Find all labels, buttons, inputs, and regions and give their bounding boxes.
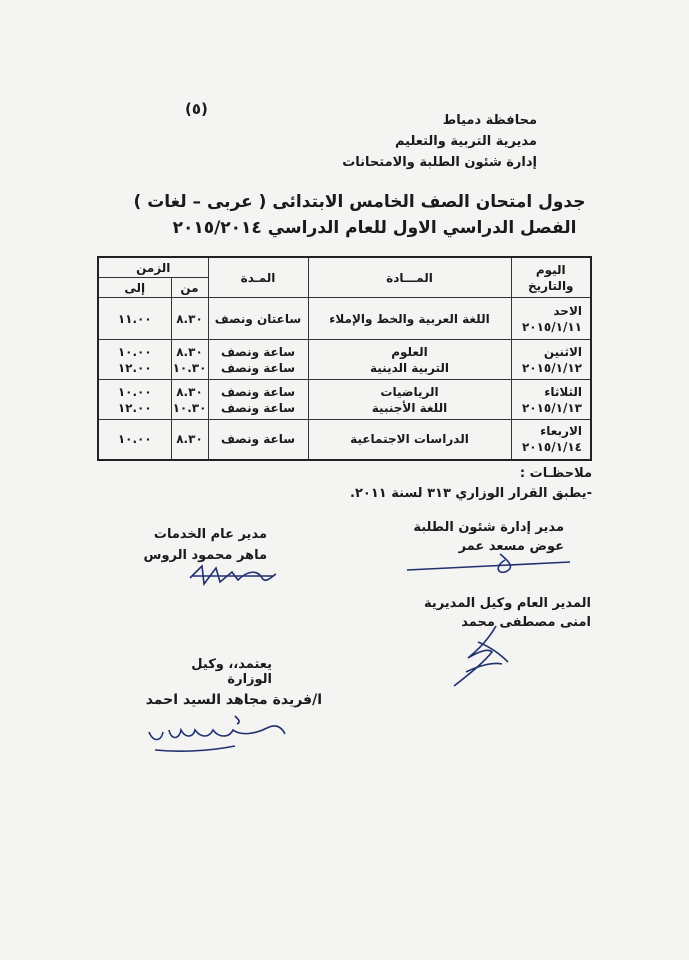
department-line: إدارة شئون الطلبة والامتحانات [342, 155, 537, 170]
from-cell [171, 298, 208, 340]
duration-cell [208, 340, 308, 380]
signatory-name: ا/فريدة مجاهد السيد احمد [145, 692, 322, 708]
to-cell [98, 340, 171, 380]
subject-name: التربية الدينية [370, 360, 449, 375]
day-cell [511, 420, 591, 460]
to-time: ١٢.٠٠ [117, 360, 152, 375]
governorate-line: محافظة دمياط [442, 113, 537, 128]
subject-name: الدراسات الاجتماعية [350, 432, 469, 447]
exam-date: ٢٠١٥/١/١٤ [521, 440, 582, 455]
exam-date: ٢٠١٥/١/١٢ [521, 360, 582, 375]
to-time: ١٢.٠٠ [117, 400, 152, 415]
signatory-title: مدير عام الخدمات [153, 527, 267, 542]
duration-cell [208, 420, 308, 460]
to-time: ١٠.٠٠ [117, 384, 152, 399]
exam-schedule-table [97, 256, 592, 461]
signatory-title: مدير إدارة شئون الطلبة [413, 520, 564, 535]
to-cell [98, 420, 171, 460]
from-time: ٨.٣٠ [176, 311, 203, 326]
duration-cell [208, 298, 308, 340]
exam-date: ٢٠١٥/١/١١ [521, 319, 582, 334]
to-cell [98, 380, 171, 420]
from-time: ١٠.٣٠ [172, 360, 207, 375]
subject-name: العلوم [391, 344, 428, 359]
day-name: الاربعاء [540, 424, 582, 439]
day-cell [511, 380, 591, 420]
header-to: إلى [98, 278, 171, 298]
to-time: ١١.٠٠ [117, 311, 152, 326]
subject-name: اللغة الأجنبية [371, 400, 448, 415]
from-cell [171, 420, 208, 460]
duration-cell [208, 380, 308, 420]
signature-scribble-ministry [145, 712, 295, 758]
signature-scribble-students-affairs [405, 548, 575, 578]
header-duration: المـدة [208, 257, 308, 298]
notes-label: ملاحظـات : [519, 466, 592, 481]
signatory-name: امنى مصطفى محمد [461, 615, 591, 630]
duration-value: ساعة ونصف [220, 400, 296, 415]
signature-block-ministry-name [122, 692, 322, 708]
from-time: ٨.٣٠ [176, 344, 203, 359]
subject-cell [308, 380, 511, 420]
from-time: ٨.٣٠ [176, 384, 203, 399]
day-cell [511, 298, 591, 340]
document-subtitle: الفصل الدراسي الاول للعام الدراسي ٢٠١٥/٢٠١٤ [172, 218, 577, 238]
table-row [98, 298, 591, 340]
to-time: ١٠.٠٠ [117, 432, 152, 447]
signatory-title: يعتمد،، وكيل الوزارة [191, 657, 272, 687]
document-title: جدول امتحان الصف الخامس الابتدائى ( عربى – لغات ) [133, 192, 586, 212]
subject-cell [308, 420, 511, 460]
exam-date: ٢٠١٥/١/١٣ [521, 400, 582, 415]
page-number: (٥) [185, 100, 208, 118]
signatory-title: المدير العام وكيل المديرية [423, 596, 591, 611]
day-cell [511, 340, 591, 380]
duration-value: ساعة ونصف [220, 432, 296, 447]
subject-cell [308, 340, 511, 380]
duration-value: ساعة ونصف [220, 384, 296, 399]
signature-block-ministry-title [152, 657, 272, 687]
notes-item: -يطبق القرار الوزاري ٣١٣ لسنة ٢٠١١. [350, 486, 592, 501]
from-time: ١٠.٣٠ [172, 400, 207, 415]
signatory-name: ماهر محمود الروس [143, 548, 267, 563]
from-time: ٨.٣٠ [176, 432, 203, 447]
table-row [98, 340, 591, 380]
day-name: الثلاثاء [544, 384, 582, 399]
subject-name: الرياضيات [380, 384, 439, 399]
header-day-date: اليوم والتاريخ [511, 257, 591, 298]
to-time: ١٠.٠٠ [117, 344, 152, 359]
day-name: الاحد [553, 303, 582, 318]
header-time: الزمن [98, 257, 208, 278]
signatory-name: عوض مسعد عمر [458, 539, 564, 554]
signature-block-services [137, 527, 267, 563]
issuer-header [342, 110, 537, 173]
header-from: من [171, 278, 208, 298]
day-name: الاثنين [543, 344, 582, 359]
signature-scribble-directorate [448, 622, 518, 690]
directorate-line: مديرية التربية والتعليم [394, 134, 537, 149]
header-subject: المـــادة [308, 257, 511, 298]
table-row [98, 420, 591, 460]
duration-value: ساعتان ونصف [214, 311, 302, 326]
from-cell [171, 380, 208, 420]
duration-value: ساعة ونصف [220, 360, 296, 375]
signature-scribble-services [188, 562, 278, 588]
to-cell [98, 298, 171, 340]
from-cell [171, 340, 208, 380]
duration-value: ساعة ونصف [220, 344, 296, 359]
subject-name: اللغة العربية والخط والإملاء [329, 311, 490, 326]
table-row [98, 380, 591, 420]
subject-cell [308, 298, 511, 340]
